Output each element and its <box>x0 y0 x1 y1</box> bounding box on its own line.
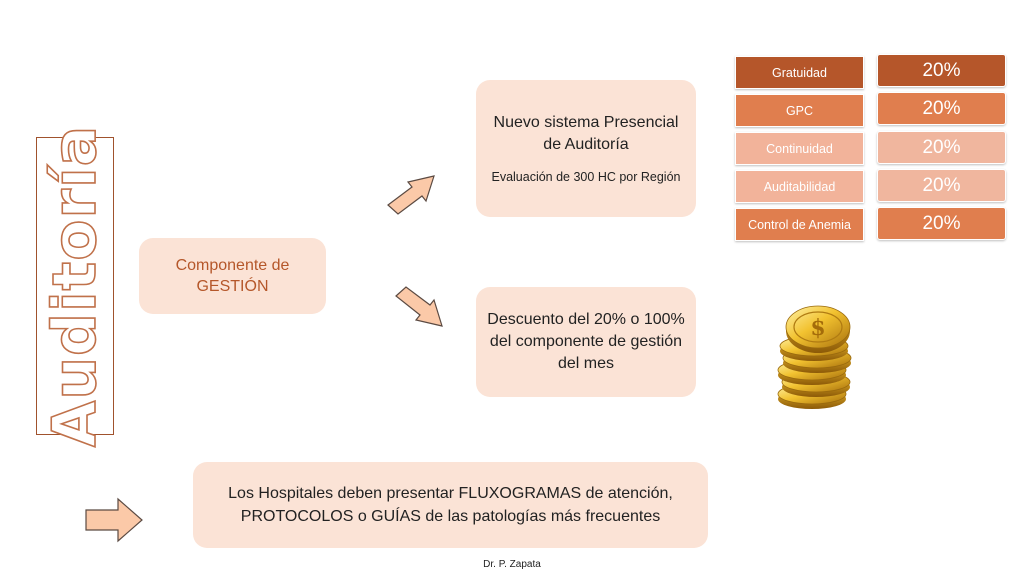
criteria-label-continuidad: Continuidad <box>735 132 864 165</box>
criteria-pct-gratuidad: 20% <box>877 54 1006 87</box>
page-title: Auditoría <box>40 124 110 448</box>
nuevo-sistema-box <box>476 80 696 217</box>
criteria-pct-auditabilidad: 20% <box>877 169 1006 202</box>
criteria-pct-continuidad: 20% <box>877 131 1006 164</box>
gestion-box <box>139 238 326 314</box>
criteria-label-gpc: GPC <box>735 94 864 127</box>
arrow-right-icon <box>84 496 146 544</box>
criteria-label-gratuidad: Gratuidad <box>735 56 864 89</box>
hospitales-box <box>193 462 708 548</box>
arrow-down-right-icon <box>392 282 448 332</box>
svg-text:$: $ <box>810 315 826 341</box>
criteria-label-control-anemia: Control de Anemia <box>735 208 864 241</box>
footer-author: Dr. P. Zapata <box>483 559 541 570</box>
descuento-text: Descuento del 20% o 100% del componente de gestión del mes <box>487 311 685 372</box>
gestion-text: Componente de GESTIÓN <box>175 257 290 295</box>
nuevo-sistema-subtitle: Evaluación de 300 HC por Región <box>491 169 681 184</box>
nuevo-sistema-title: Nuevo sistema Presencial de Auditoría <box>493 113 679 153</box>
criteria-pct-control-anemia: 20% <box>877 207 1006 240</box>
descuento-box <box>476 287 696 397</box>
arrow-up-right-icon <box>384 170 440 220</box>
criteria-label-auditabilidad: Auditabilidad <box>735 170 864 203</box>
coin-stack-icon <box>768 305 864 413</box>
criteria-pct-gpc: 20% <box>877 92 1006 125</box>
hospitales-text: Los Hospitales deben presentar FLUXOGRAMAS de atención, PROTOCOLOS o GUÍAS de las patologías más frecuentes <box>228 485 673 525</box>
